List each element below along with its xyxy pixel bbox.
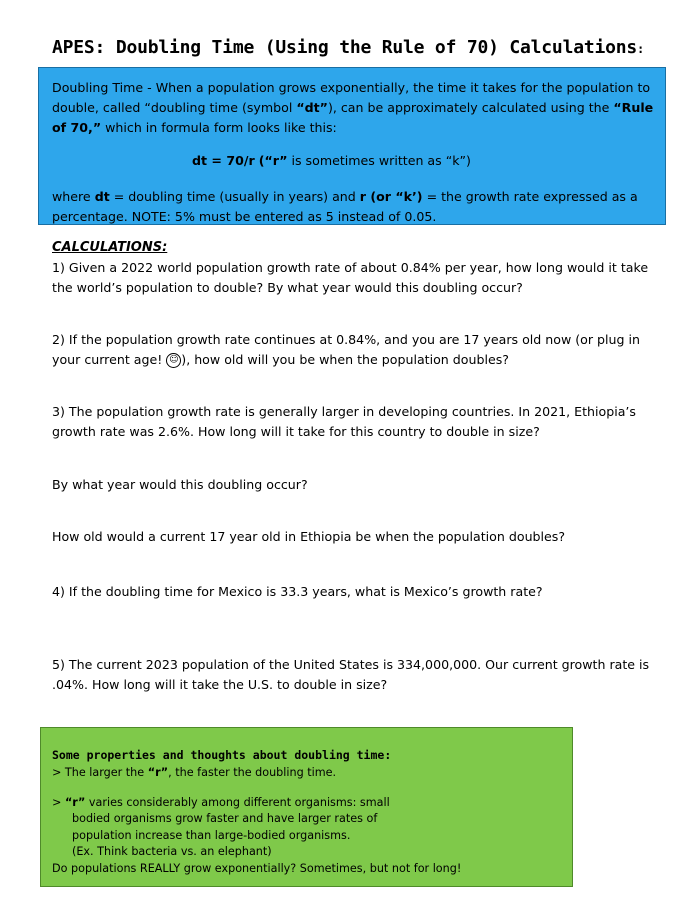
definition-box: Doubling Time - When a population grows exponentially, the time it takes for the population to double, called “doubling time (symbol “dt”), can be approximately calculated using the “Rule of 70,” which in formula form looks like this: dt = 70/r (“r” is sometimes written as “k”) where dt = doubling time (usually in years) and r (or “k’) = the growth rate expressed as a percentage. NOTE: 5% must be entered as 5 instead of 0.05. bbox=[38, 67, 666, 225]
question-3c: How old would a current 17 year old in Ethiopia be when the population doubles? bbox=[52, 529, 566, 544]
property-line-6: Do populations REALLY grow exponentially? Sometimes, but not for long! bbox=[52, 862, 462, 875]
question-4: 4) If the doubling time for Mexico is 33.3 years, what is Mexico’s growth rate? bbox=[52, 584, 543, 599]
page-title: APES: Doubling Time (Using the Rule of 70) Calculations: bbox=[52, 37, 645, 58]
calculations-heading: CALCULATIONS: bbox=[52, 240, 168, 255]
question-1: 1) Given a 2022 world population growth rate of about 0.84% per year, how long would it take the world’s population to double? By what year would this doubling occur? bbox=[52, 260, 649, 295]
question-3b: By what year would this doubling occur? bbox=[52, 477, 308, 492]
property-line-4: population increase than large-bodied organisms. bbox=[72, 829, 351, 842]
property-line-5: (Ex. Think bacteria vs. an elephant) bbox=[72, 845, 272, 858]
question-5: 5) The current 2023 population of the United States is 334,000,000. Our current growth rate is .04%. How long will it take the U.S. to double in size? bbox=[52, 657, 650, 692]
smiley-icon: ☺ bbox=[166, 353, 181, 368]
properties-box bbox=[40, 727, 573, 887]
properties-heading: Some properties and thoughts about doubling time: bbox=[52, 748, 392, 762]
question-2: 2) If the population growth rate continues at 0.84%, and you are 17 years old now (or plug in your current age! ☺ ), how old will you be when the population doubles? bbox=[52, 332, 641, 367]
where-paragraph: where dt = doubling time (usually in years) and r (or “k’) = the growth rate expressed as a percentage. NOTE: 5% must be entered as 5 instead of 0.05. bbox=[52, 189, 638, 224]
intro-paragraph: Doubling Time - When a population grows exponentially, the time it takes for the population to double, called “doubling time (symbol “dt”), can be approximately calculated using the “Rule of 70,” which in formula form looks like this: bbox=[52, 80, 654, 135]
property-line-1: > The larger the “r”, the faster the doubling time. bbox=[52, 766, 337, 779]
property-line-2: > “r” varies considerably among different organisms: small bbox=[52, 796, 390, 809]
property-line-3: bodied organisms grow faster and have larger rates of bbox=[72, 812, 378, 825]
question-3: 3) The population growth rate is generally larger in developing countries. In 2021, Ethiopia’s growth rate was 2.6%. How long will it take for this country to double in size? bbox=[52, 404, 636, 439]
